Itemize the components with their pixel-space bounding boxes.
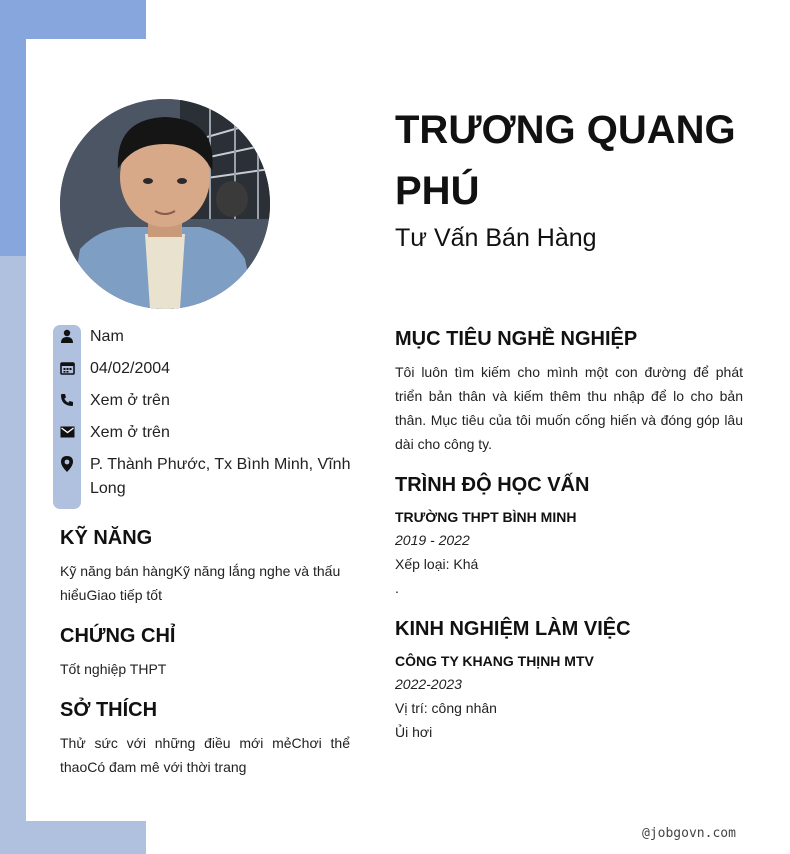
person-icon — [53, 325, 81, 347]
contact-email-value: Xem ở trên — [90, 424, 170, 441]
hobbies-text: Thử sức với những điều mới mẻChơi thể thaoCó đam mê với thời trang — [60, 735, 350, 775]
contact-address — [53, 453, 353, 501]
education-note: . — [395, 580, 399, 596]
education-school: TRƯỜNG THPT BÌNH MINH — [395, 509, 577, 525]
education-grade: Xếp loại: Khá — [395, 556, 479, 572]
contact-birthdate — [53, 357, 353, 381]
education-period: 2019 - 2022 — [395, 532, 470, 548]
experience-period: 2022-2023 — [395, 676, 462, 692]
job-title: Tư Vấn Bán Hàng — [395, 224, 597, 252]
objective-text: Tôi luôn tìm kiếm cho mình một con đường để phát triển bản thân và kiếm thêm thu nhập để lo cho bản thân. Mục tiêu của tôi muốn cống hiến và đóng góp lâu dài cho công ty. — [395, 364, 743, 452]
education-heading: TRÌNH ĐỘ HỌC VẤN — [395, 474, 590, 496]
candidate-name: TRƯƠNG QUANG PHÚ — [395, 108, 736, 213]
contact-gender-value: Nam — [90, 328, 124, 345]
footer-brand: @jobgovn.com — [642, 826, 736, 841]
contact-phone-value: Xem ở trên — [90, 392, 170, 409]
objective-heading: MỤC TIÊU NGHỀ NGHIỆP — [395, 328, 638, 350]
mail-icon — [53, 421, 81, 443]
contact-gender — [53, 325, 353, 349]
contact-phone — [53, 389, 353, 413]
certificates-text: Tốt nghiệp THPT — [60, 661, 167, 677]
contact-address-value: P. Thành Phước, Tx Bình Minh, Vĩnh Long — [90, 456, 351, 497]
skills-heading: KỸ NĂNG — [60, 527, 153, 549]
contact-email — [53, 421, 353, 445]
calendar-icon — [53, 357, 81, 379]
experience-description: Ủi hơi — [395, 724, 433, 740]
experience-company: CÔNG TY KHANG THỊNH MTV — [395, 653, 594, 669]
location-pin-icon — [53, 453, 81, 475]
contact-birthdate-value: 04/02/2004 — [90, 360, 171, 377]
skills-text: Kỹ năng bán hàngKỹ năng lắng nghe và thấu hiểuGiao tiếp tốt — [60, 563, 341, 603]
experience-heading: KINH NGHIỆM LÀM VIỆC — [395, 618, 631, 640]
hobbies-heading: SỞ THÍCH — [60, 699, 158, 721]
phone-icon — [53, 389, 81, 411]
experience-position: Vị trí: công nhân — [395, 700, 497, 716]
certificates-heading: CHỨNG CHỈ — [60, 625, 176, 647]
avatar — [60, 99, 270, 309]
